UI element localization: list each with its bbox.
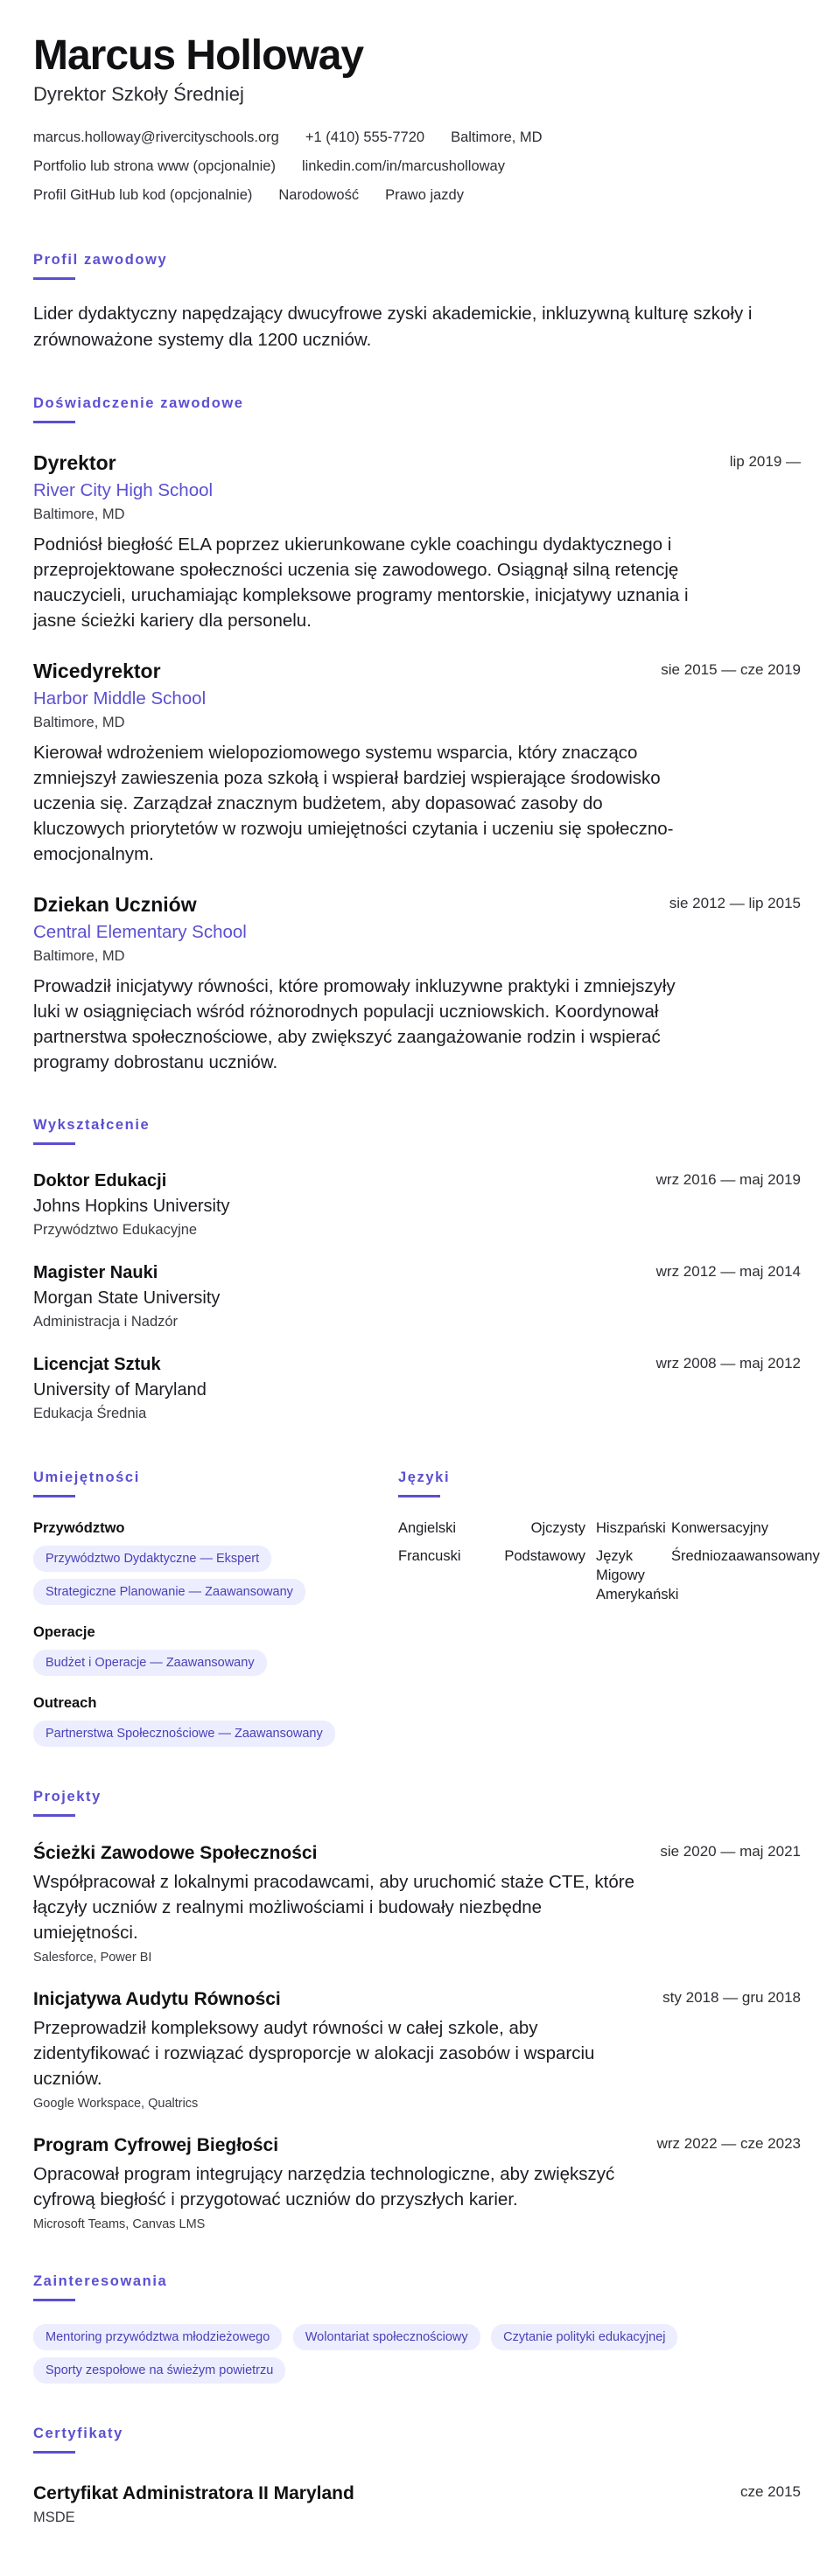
education-degree: Magister Nauki <box>33 1262 158 1282</box>
job-company: Central Elementary School <box>33 921 247 942</box>
job-description: Podniósł biegłość ELA poprzez ukierunkowane cykle coachingu dydaktycznego i przeprojektowane społeczności uczenia się zawodowego. Osiągnął silną retencję nauczycieli, uruchamiając kompleksowe programy mentorskie, inicjatywy uznania i jasne ścieżki kariery dla personelu. <box>33 534 689 631</box>
language-level: Ojczysty <box>530 1519 585 1536</box>
project-title: Ścieżki Zawodowe Społeczności <box>33 1842 318 1863</box>
job-title: Dziekan Uczniów <box>33 892 197 916</box>
language-row <box>398 1518 818 1538</box>
section-heading: Języki <box>398 1469 451 1485</box>
section-underline <box>33 1142 75 1145</box>
project-tech: Google Workspace, Qualtrics <box>33 2096 199 2111</box>
profile-text: Lider dydaktyczny napędzający dwucyfrowe zyski akademickie, inkluzywną kulturę szkoły i zrównoważone systemy dla 1200 uczniów. <box>33 303 753 350</box>
contact-info <box>33 123 768 210</box>
job-description: Prowadził inicjatywy równości, które promowały inkluzywne praktyki i zmniejszyły luki w osiągnięciach wśród różnorodnych populacji uczniowskich. Koordynował partnerstwa społecznościowe, aby zwiększyć zaangażowanie rodzin i wspierać programy dobrostanu uczniów. <box>33 975 676 1072</box>
education-section <box>33 1117 801 1422</box>
certificate-name: Certyfikat Administratora II Maryland <box>33 2482 354 2503</box>
language-name: Angielski <box>398 1519 457 1536</box>
language-row <box>398 1546 818 1604</box>
certificate-issuer: MSDE <box>33 2509 75 2525</box>
interest-chip: Wolontariat społecznościowy <box>293 2324 480 2350</box>
education-entry <box>33 1263 801 1330</box>
skill-chip: Budżet i Operacje — Zaawansowany <box>33 1650 267 1676</box>
project-title: Inicjatywa Audytu Równości <box>33 1988 281 2009</box>
section-underline <box>33 1495 75 1497</box>
languages-section <box>398 1469 820 1747</box>
skill-chips <box>33 1643 398 1676</box>
languages-table <box>398 1518 818 1604</box>
education-field: Edukacja Średnia <box>33 1405 147 1421</box>
education-date: wrz 2012 — maj 2014 <box>655 1262 801 1280</box>
job-date: sie 2012 — lip 2015 <box>669 894 801 911</box>
project-date: wrz 2022 — cze 2023 <box>656 2134 801 2152</box>
job-title: Dyrektor <box>33 450 116 474</box>
contact-phone[interactable]: +1 (410) 555-7720 <box>305 129 425 145</box>
interests-section <box>33 2273 801 2384</box>
contact-linkedin[interactable]: linkedin.com/in/marcusholloway <box>301 157 505 174</box>
contact-email[interactable]: marcus.holloway@rivercityschools.org <box>33 129 279 145</box>
skill-chip: Strategiczne Planowanie — Zaawansowany <box>33 1579 305 1605</box>
section-heading: Projekty <box>33 1788 102 1805</box>
section-heading: Zainteresowania <box>33 2272 168 2289</box>
education-school: Johns Hopkins University <box>33 1196 230 1216</box>
project-entry <box>33 2135 801 2231</box>
project-tech: Salesforce, Power BI <box>33 1950 152 1965</box>
contact-github[interactable]: Profil GitHub lub kod (opcjonalnie) <box>33 186 253 203</box>
project-description: Przeprowadził kompleksowy audyt równości w całej szkole, aby zidentyfikować i rozwiązać dysproporcje w alokacji zasobów i wsparciu uczniów. <box>33 2017 595 2089</box>
candidate-name: Marcus Holloway <box>33 32 364 79</box>
project-date: sty 2018 — gru 2018 <box>662 1988 801 2006</box>
section-underline <box>398 1495 440 1497</box>
skills-section <box>33 1470 398 1747</box>
job-company: Harbor Middle School <box>33 688 207 709</box>
contact-location: Baltimore, MD <box>451 129 543 145</box>
language-name: Hiszpański <box>596 1519 666 1536</box>
language-level: Konwersacyjny <box>671 1519 768 1536</box>
section-heading: Wykształcenie <box>33 1116 151 1133</box>
contact-license: Prawo jazdy <box>385 186 464 203</box>
skill-chips <box>33 1714 398 1747</box>
education-date: wrz 2008 — maj 2012 <box>655 1354 801 1372</box>
skill-chips <box>33 1539 398 1605</box>
skill-chip: Przywództwo Dydaktyczne — Ekspert <box>33 1546 271 1572</box>
contact-nationality: Narodowość <box>278 186 360 203</box>
profile-section <box>33 252 801 353</box>
job-company: River City High School <box>33 479 214 500</box>
language-level: Podstawowy <box>504 1547 585 1564</box>
section-underline <box>33 421 75 423</box>
experience-section <box>33 395 801 1075</box>
section-heading: Profil zawodowy <box>33 251 168 268</box>
projects-section <box>33 1789 801 2231</box>
education-entry <box>33 1355 801 1422</box>
project-entry <box>33 1843 801 1965</box>
job-date: lip 2019 — <box>729 452 801 470</box>
job-entry <box>33 893 801 1075</box>
skills-languages-row <box>33 1469 820 1747</box>
resume-header <box>33 33 801 210</box>
job-location: Baltimore, MD <box>33 714 125 730</box>
interest-chips <box>33 2317 733 2384</box>
interest-chip: Czytanie polityki edukacyjnej <box>491 2324 677 2350</box>
language-name: Język Migowy Amerykański <box>596 1547 679 1602</box>
education-field: Przywództwo Edukacyjne <box>33 1221 198 1238</box>
job-entry <box>33 451 801 633</box>
job-entry <box>33 660 801 867</box>
project-description: Opracował program integrujący narzędzia technologiczne, aby zwiększyć cyfrową biegłość i przygotować uczniów do przyszłych karier. <box>33 2163 615 2209</box>
contact-portfolio[interactable]: Portfolio lub strona www (opcjonalnie) <box>33 157 276 174</box>
interest-chip: Sporty zespołowe na świeżym powietrzu <box>33 2357 285 2384</box>
education-school: University of Maryland <box>33 1379 207 1400</box>
certificate-date: cze 2015 <box>740 2482 801 2500</box>
job-description: Kierował wdrożeniem wielopoziomowego systemu wsparcia, który znacząco zmniejszył zawieszenia poza szkołą i wspierał bardziej wspierające środowisko uczenia się. Zarządzał znacznym budżetem, aby dopasować zasoby do kluczowych priorytetów w rozwoju umiejętności czytania i uczeniu się społeczno-emocjonalnym. <box>33 742 674 864</box>
skill-chip: Partnerstwa Społecznościowe — Zaawansowany <box>33 1721 335 1747</box>
education-degree: Licencjat Sztuk <box>33 1354 161 1374</box>
education-degree: Doktor Edukacji <box>33 1170 167 1190</box>
section-heading: Umiejętności <box>33 1469 140 1485</box>
project-description: Współpracował z lokalnymi pracodawcami, aby uruchomić staże CTE, które łączyły uczniów z realnymi możliwościami i budowały niezbędne umiejętności. <box>33 1871 635 1943</box>
project-title: Program Cyfrowej Biegłości <box>33 2134 279 2155</box>
skill-category: Przywództwo <box>33 1519 125 1536</box>
certificate-entry <box>33 2483 801 2526</box>
section-underline <box>33 1814 75 1817</box>
job-title: Wicedyrektor <box>33 659 161 682</box>
education-date: wrz 2016 — maj 2019 <box>655 1170 801 1188</box>
interest-chip: Mentoring przywództwa młodzieżowego <box>33 2324 282 2350</box>
job-date: sie 2015 — cze 2019 <box>661 660 801 678</box>
project-tech: Microsoft Teams, Canvas LMS <box>33 2216 206 2231</box>
section-heading: Certyfikaty <box>33 2425 123 2441</box>
job-location: Baltimore, MD <box>33 506 125 522</box>
education-field: Administracja i Nadzór <box>33 1313 179 1330</box>
education-school: Morgan State University <box>33 1288 221 1308</box>
education-entry <box>33 1171 801 1239</box>
candidate-title: Dyrektor Szkoły Średniej <box>33 82 244 105</box>
section-heading: Doświadczenie zawodowe <box>33 394 244 411</box>
section-underline <box>33 2451 75 2454</box>
certificates-section <box>33 2426 801 2526</box>
section-underline <box>33 277 75 280</box>
project-date: sie 2020 — maj 2021 <box>660 1842 801 1860</box>
project-entry <box>33 1989 801 2111</box>
skill-category: Outreach <box>33 1694 97 1711</box>
skill-category: Operacje <box>33 1623 95 1640</box>
language-name: Francuski <box>398 1547 461 1564</box>
job-location: Baltimore, MD <box>33 947 125 964</box>
section-underline <box>33 2299 75 2301</box>
language-level: Średniozaawansowany <box>671 1547 820 1564</box>
